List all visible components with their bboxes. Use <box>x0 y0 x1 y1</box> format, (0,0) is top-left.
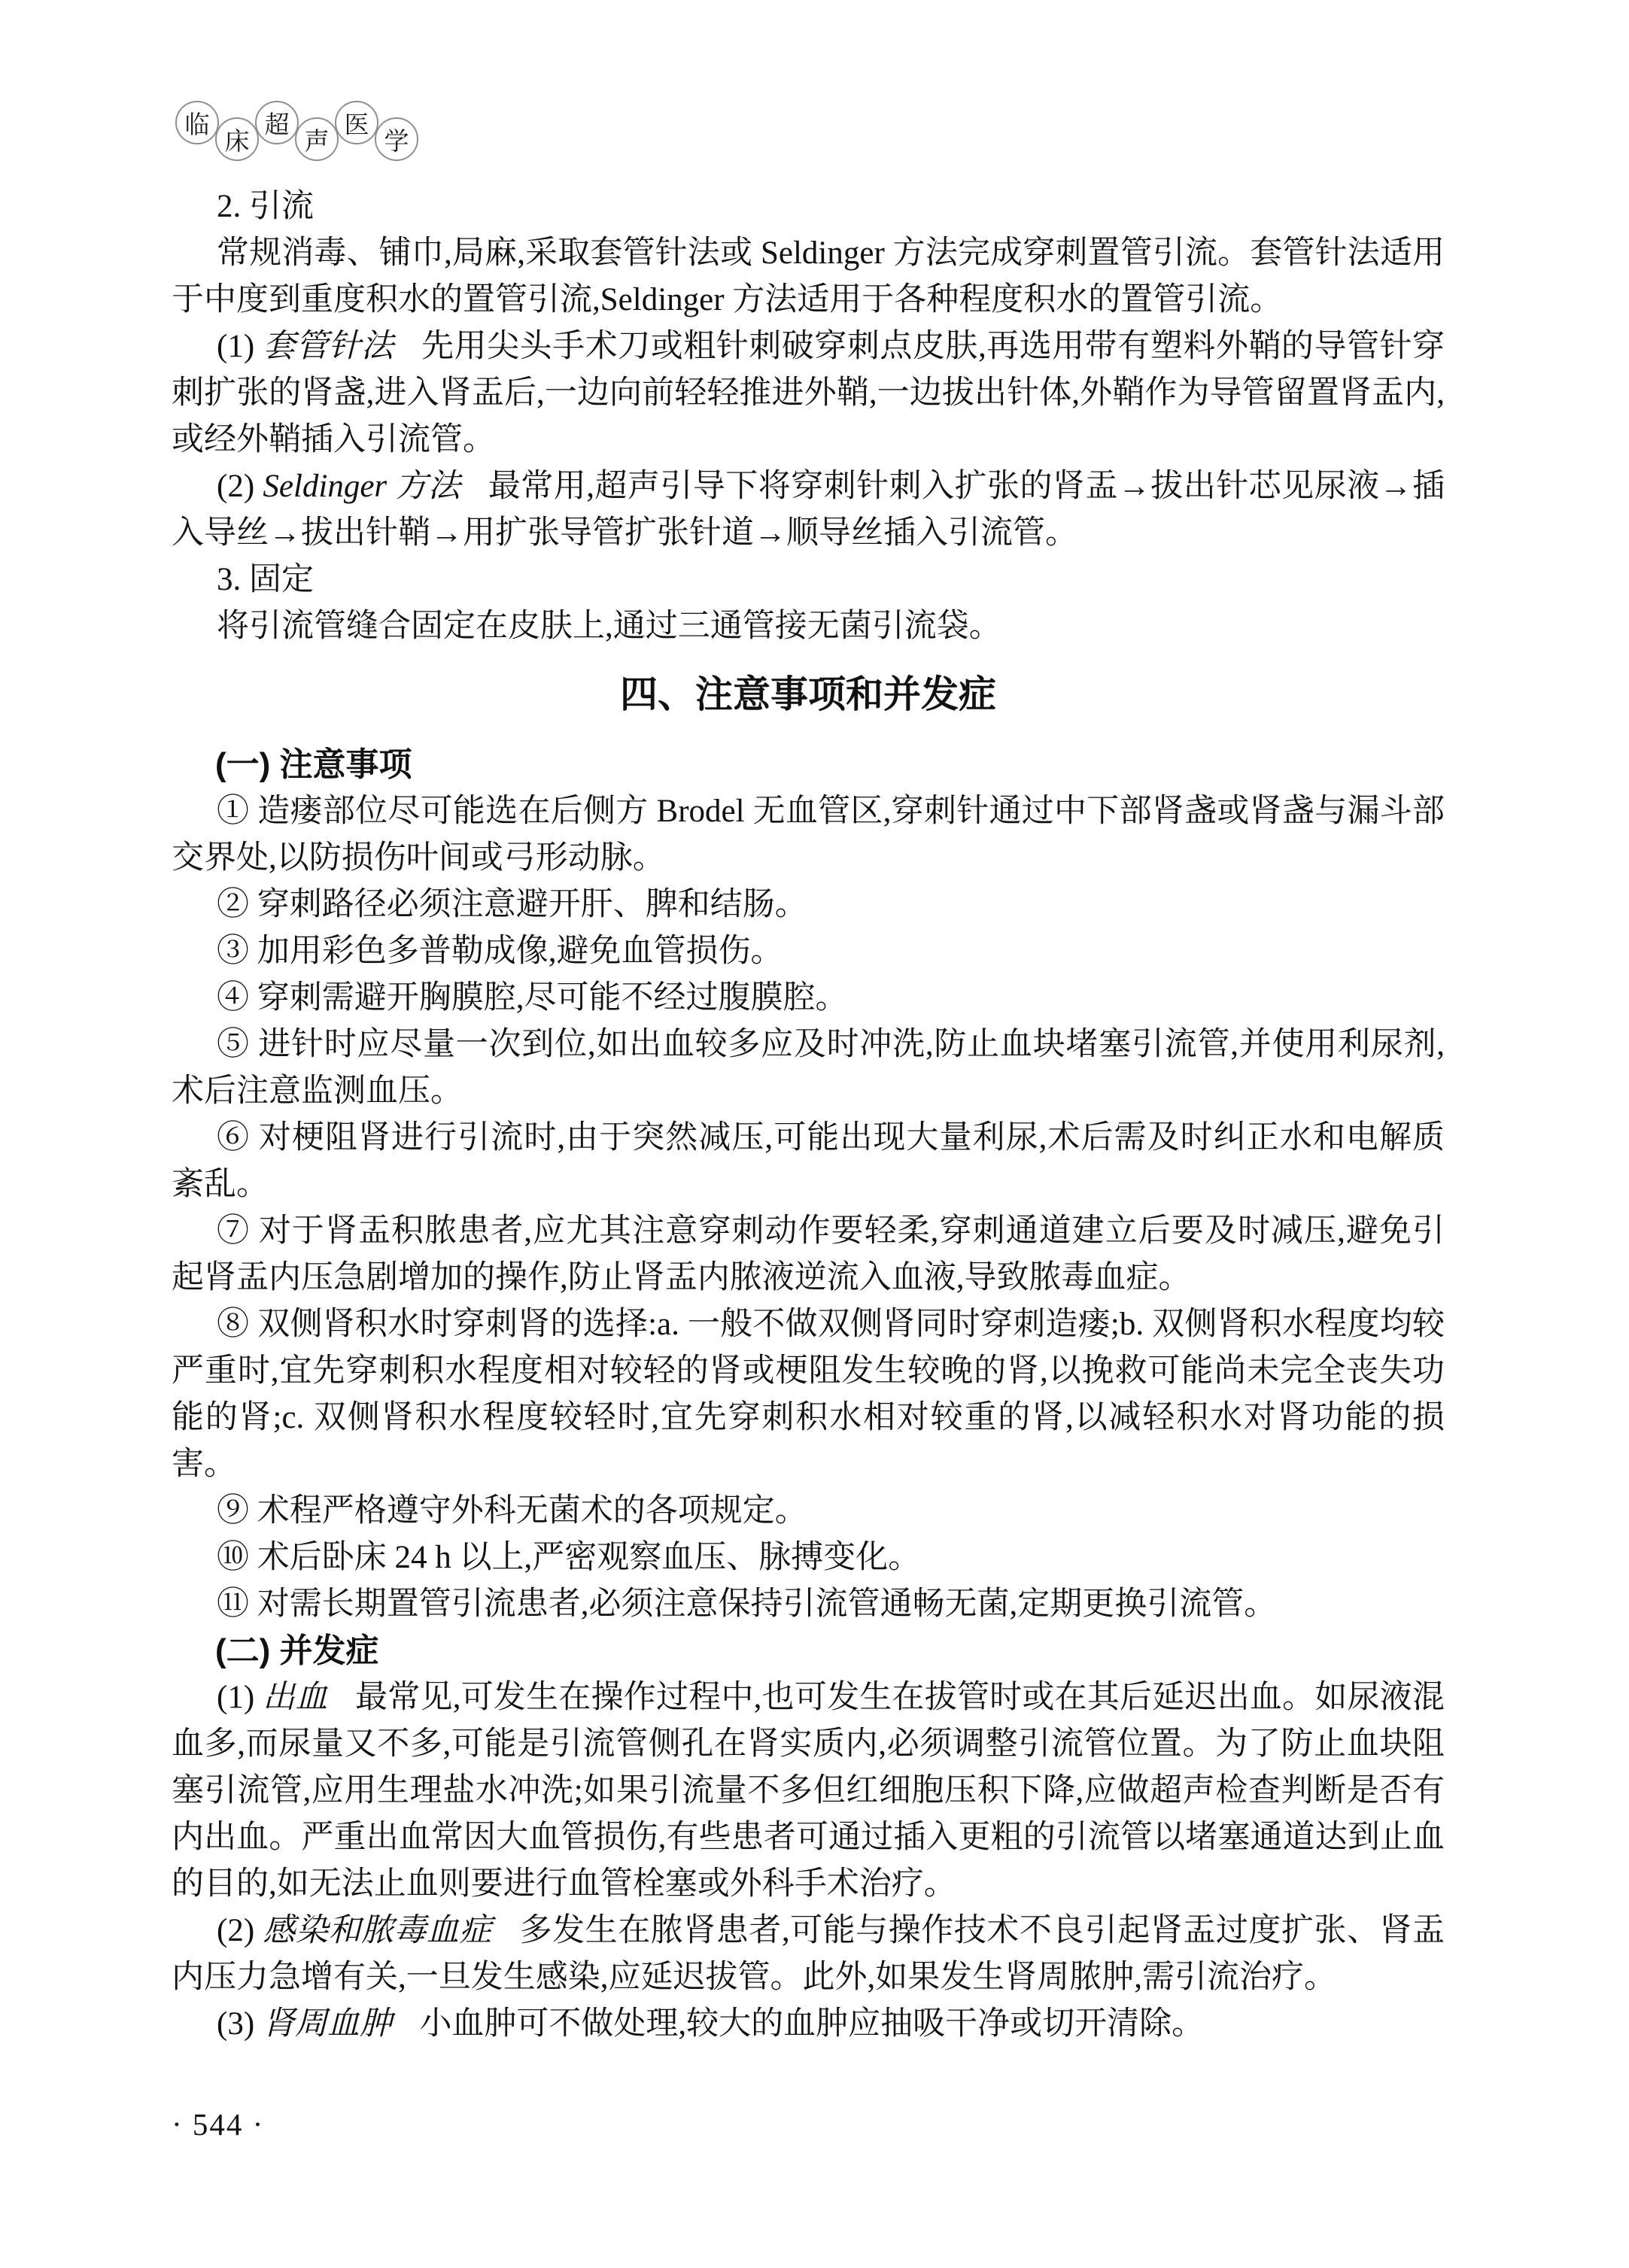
note-item-6: ⑥ 对梗阻肾进行引流时,由于突然减压,可能出现大量利尿,术后需及时纠正水和电解质紊乱。 <box>172 1120 1445 1202</box>
logo-char-circle <box>375 117 418 161</box>
note-item-4: ④ 穿刺需避开胸膜腔,尽可能不经过腹膜腔。 <box>217 980 848 1016</box>
note-item-8: ⑧ 双侧肾积水时穿刺肾的选择:a. 一般不做双侧肾同时穿刺造瘘;b. 双侧肾积水程度均较严重时,宜先穿刺积水程度相对较轻的肾或梗阻发生较晚的肾,以挽救可能尚未完全丧失功能的肾;c. 双侧肾积水程度较轻时,宜先穿刺积水相对较重的肾,以减轻积水对肾功能的损害。 <box>172 1307 1445 1482</box>
item-prefix: (1) <box>217 329 263 364</box>
paragraph-complication-hematoma <box>172 2001 1445 2048</box>
text-column <box>172 184 1445 2048</box>
subsection-heading-drainage: 2. 引流 <box>217 189 314 224</box>
logo-char: 超 <box>264 110 290 138</box>
item-prefix: (2) <box>217 1913 263 1948</box>
paragraph-complication-bleeding <box>172 1674 1445 1908</box>
item-term: 肾周血肿 <box>262 2006 392 2042</box>
book-logo <box>175 101 418 155</box>
item-text: 最常见,可发生在操作过程中,也可发生在拔管时或在其后延迟出血。如尿液混血多,而尿量又不多,可能是引流管侧孔在肾实质内,必须调整引流管位置。为了防止血块阻塞引流管,应用生理盐水冲洗;如果引流量不多但红细胞压积下降,应做超声检查判断是否有内出血。严重出血常因大血管损伤,有些患者可通过插入更粗的引流管以堵塞通道达到止血的目的,如无法止血则要进行血管栓塞或外科手术治疗。 <box>172 1680 1445 1902</box>
subsection-heading-fixation: 3. 固定 <box>217 562 314 597</box>
note-item-9: ⑨ 术程严格遵守外科无菌术的各项规定。 <box>217 1493 807 1529</box>
note-item-10: ⑩ 术后卧床 24 h 以上,严密观察血压、脉搏变化。 <box>217 1540 921 1575</box>
item-prefix: (2) <box>217 469 263 504</box>
logo-char: 床 <box>224 126 250 155</box>
item-text: 多发生在脓肾患者,可能与操作技术不良引起肾盂过度扩张、肾盂内压力急增有关,一旦发生感染,应延迟拔管。此外,如果发生肾周脓肿,需引流治疗。 <box>172 1913 1445 1995</box>
page-number: · 544 · <box>172 2107 265 2142</box>
paragraph-fixation: 将引流管缝合固定在皮肤上,通过三通管接无菌引流袋。 <box>217 609 1001 644</box>
item-term: Seldinger 方法 <box>263 469 461 504</box>
logo-char: 临 <box>184 110 210 138</box>
item-text: 小血肿可不做处理,较大的血肿应抽吸干净或切开清除。 <box>419 2006 1205 2042</box>
item-prefix: (1) <box>217 1680 263 1715</box>
logo-char-circle <box>215 117 259 161</box>
logo-char-circle <box>175 101 219 144</box>
item-term: 感染和脓毒血症 <box>263 1913 493 1948</box>
item-term: 套管针法 <box>263 329 394 364</box>
subheading-precautions: (一) 注意事项 <box>215 746 412 783</box>
item-text: 先用尖头手术刀或粗针刺破穿刺点皮肤,再选用带有塑料外鞘的导管针穿刺扩张的肾盏,进入肾盂后,一边向前轻轻推进外鞘,一边拔出针体,外鞘作为导管留置肾盂内,或经外鞘插入引流管。 <box>172 329 1445 457</box>
note-item-1: ① 造瘘部位尽可能选在后侧方 Brodel 无血管区,穿刺针通过中下部肾盏或肾盏与漏斗部交界处,以防损伤叶间或弓形动脉。 <box>172 794 1445 876</box>
note-item-5: ⑤ 进针时应尽量一次到位,如出血较多应及时冲洗,防止血块堵塞引流管,并使用利尿剂,术后注意监测血压。 <box>172 1027 1445 1109</box>
item-prefix: (3) <box>217 2006 263 2042</box>
logo-char: 声 <box>304 126 330 155</box>
chapter-heading: 四、注意事项和并发症 <box>620 673 996 715</box>
note-item-2: ② 穿刺路径必须注意避开肝、脾和结肠。 <box>217 887 807 922</box>
paragraph-drainage-intro: 常规消毒、铺巾,局麻,采取套管针法或 Seldinger 方法完成穿刺置管引流。套管针法适用于中度到重度积水的置管引流,Seldinger 方法适用于各种程度积水的置管引流。 <box>172 235 1445 317</box>
logo-char: 学 <box>384 126 409 155</box>
logo-char-circle <box>335 101 378 144</box>
logo-char-circle <box>295 117 339 161</box>
logo-char: 医 <box>344 110 369 138</box>
item-term: 出血 <box>263 1680 328 1715</box>
paragraph-trocar-method <box>172 323 1445 463</box>
note-item-7: ⑦ 对于肾盂积脓患者,应尤其注意穿刺动作要轻柔,穿刺通道建立后要及时减压,避免引起肾盂内压急剧增加的操作,防止肾盂内脓液逆流入血液,导致脓毒血症。 <box>172 1213 1445 1295</box>
subheading-complications: (二) 并发症 <box>215 1632 379 1669</box>
paragraph-complication-infection <box>172 1908 1445 2001</box>
logo-char-circle <box>255 101 299 144</box>
item-text: 最常用,超声引导下将穿刺针刺入扩张的肾盂→拔出针芯见尿液→插入导丝→拔出针鞘→用扩张导管扩张针道→顺导丝插入引流管。 <box>172 469 1445 551</box>
paragraph-seldinger-method <box>172 463 1445 557</box>
note-item-3: ③ 加用彩色多普勒成像,避免血管损伤。 <box>217 934 783 969</box>
note-item-11: ⑪ 对需长期置管引流患者,必须注意保持引流管通畅无菌,定期更换引流管。 <box>217 1586 1277 1622</box>
